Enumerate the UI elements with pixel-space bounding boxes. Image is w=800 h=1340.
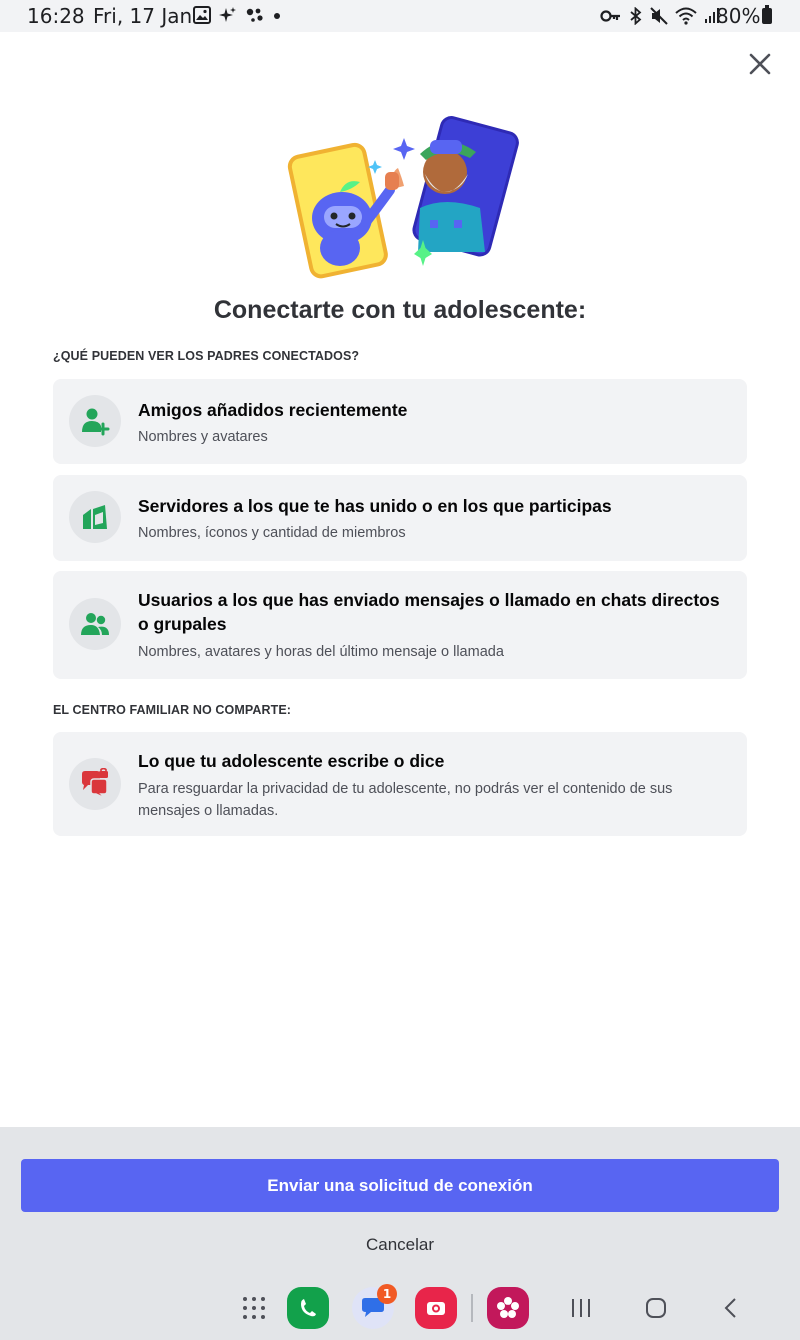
person-add-icon	[69, 395, 121, 447]
status-time: 16:28	[27, 4, 85, 28]
app-drawer-button[interactable]	[232, 1286, 276, 1330]
camera-app-button[interactable]	[414, 1286, 458, 1330]
messages-badge: 1	[377, 1284, 397, 1304]
wifi-icon	[675, 7, 697, 25]
app-drawer-icon	[241, 1295, 267, 1321]
modal-title: Conectarte con tu adolescente:	[213, 296, 587, 324]
cancel-button[interactable]: Cancelar	[365, 1235, 435, 1254]
battery-icon	[762, 8, 772, 24]
home-button[interactable]	[634, 1286, 678, 1330]
blossom-app-button[interactable]	[486, 1286, 530, 1330]
nav-divider	[471, 1294, 473, 1322]
phone-app-button[interactable]	[286, 1286, 330, 1330]
key-icon	[600, 8, 622, 24]
more-notifications-icon	[273, 6, 281, 24]
card-description: Nombres, avatares y horas del último mensaje o llamada	[138, 644, 504, 660]
card-description: Nombres y avatares	[138, 429, 268, 445]
status-date: Fri, 17 Jan	[93, 4, 193, 28]
recent-apps-icon	[570, 1297, 592, 1319]
card-private-content	[53, 732, 747, 836]
status-bar	[0, 0, 800, 32]
flower-icon	[487, 1287, 529, 1329]
mute-icon	[650, 7, 668, 25]
gallery-icon	[193, 6, 211, 24]
servers-icon	[69, 491, 121, 543]
recent-apps-button[interactable]	[559, 1286, 603, 1330]
close-icon	[748, 52, 772, 76]
home-icon	[645, 1297, 667, 1319]
bluetooth-icon	[629, 7, 643, 25]
system-nav-bar	[0, 1282, 800, 1340]
sparkle-icon	[219, 6, 237, 24]
close-button[interactable]	[742, 46, 778, 82]
card-title: Lo que tu adolescente escribe o dice	[138, 751, 445, 771]
back-button[interactable]	[709, 1286, 753, 1330]
assistant-icon	[245, 6, 265, 24]
card-title: Usuarios a los que has enviado mensajes o llamado en chats directos o grupales	[138, 590, 720, 634]
hidden-section-label: EL CENTRO FAMILIAR NO COMPARTE:	[53, 703, 292, 717]
card-recent-friends	[53, 379, 747, 464]
card-description: Nombres, íconos y cantidad de miembros	[138, 525, 406, 541]
card-description: Para resguardar la privacidad de tu adolescente, no podrás ver el contenido de sus mensajes o llamadas.	[138, 781, 673, 819]
back-icon	[721, 1297, 741, 1319]
people-icon	[69, 598, 121, 650]
family-center-illustration	[280, 112, 520, 282]
messages-app-button[interactable]	[351, 1286, 395, 1330]
system-icons	[600, 7, 720, 25]
card-servers	[53, 475, 747, 561]
card-direct-messages	[53, 571, 747, 679]
card-title: Servidores a los que te has unido o en los que participas	[138, 496, 612, 516]
battery-level: 80%	[716, 4, 761, 28]
visible-section-label: ¿QUÉ PUEDEN VER LOS PADRES CONECTADOS?	[53, 349, 360, 363]
send-connection-request-button[interactable]: Enviar una solicitud de conexión	[21, 1159, 779, 1212]
notification-icons	[193, 6, 281, 24]
card-title: Amigos añadidos recientemente	[138, 400, 408, 420]
private-chat-icon	[69, 758, 121, 810]
camera-icon	[415, 1287, 457, 1329]
phone-icon	[287, 1287, 329, 1329]
